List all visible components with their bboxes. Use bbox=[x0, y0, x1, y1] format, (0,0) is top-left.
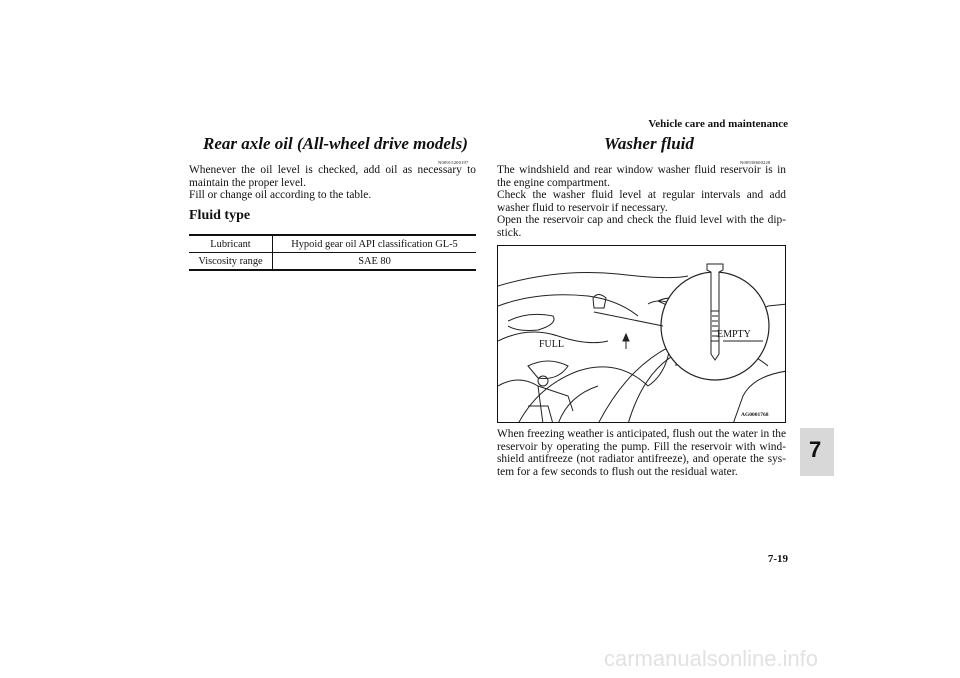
section-title-rear-axle-oil: Rear axle oil (All-wheel drive models) bbox=[203, 134, 468, 153]
table-row bbox=[189, 235, 476, 253]
table-cell-label: Lubricant bbox=[189, 235, 273, 253]
paragraph-line: The windshield and rear window washer fluid reservoir is in the engine compartment. bbox=[497, 164, 786, 189]
washer-fluid-text bbox=[497, 164, 786, 240]
fluid-type-heading: Fluid type bbox=[189, 208, 251, 223]
fluid-type-table bbox=[189, 234, 476, 271]
table-cell-value: SAE 80 bbox=[273, 253, 477, 271]
section-title-washer-fluid: Washer fluid bbox=[604, 134, 694, 153]
section-code: N00938600228 bbox=[740, 160, 771, 165]
paragraph-line: Open the reservoir cap and check the fluid level with the dip-stick. bbox=[497, 214, 786, 239]
paragraph-line: Whenever the oil level is checked, add oil as necessary to maintain the proper level. bbox=[189, 164, 476, 189]
figure-code: AG0001768 bbox=[741, 412, 769, 418]
empty-level-label: EMPTY bbox=[717, 329, 751, 340]
table-cell-label: Viscosity range bbox=[189, 253, 273, 271]
table-row bbox=[189, 253, 476, 271]
running-header: Vehicle care and maintenance bbox=[648, 118, 788, 130]
full-level-label: FULL bbox=[539, 339, 564, 350]
chapter-number: 7 bbox=[809, 437, 822, 462]
paragraph-line: Fill or change oil according to the table. bbox=[189, 189, 372, 202]
table-cell-value: Hypoid gear oil API classification GL-5 bbox=[273, 235, 477, 253]
freezing-weather-text: When freezing weather is anticipated, flush out the water in the reservoir by operating the pump. Fill the reservoir with wind-shield antifreeze (not radiator antifreeze), and operate the sys-tem for a few seconds to flush out the residual water. bbox=[497, 428, 786, 478]
section-code: N00915200197 bbox=[438, 160, 469, 165]
paragraph-line: Check the washer fluid level at regular intervals and add washer fluid to reservoir if necessary. bbox=[497, 189, 786, 214]
rear-axle-oil-text bbox=[189, 164, 476, 202]
page-number: 7-19 bbox=[767, 553, 788, 565]
watermark: carmanualsonline.info bbox=[604, 646, 819, 671]
